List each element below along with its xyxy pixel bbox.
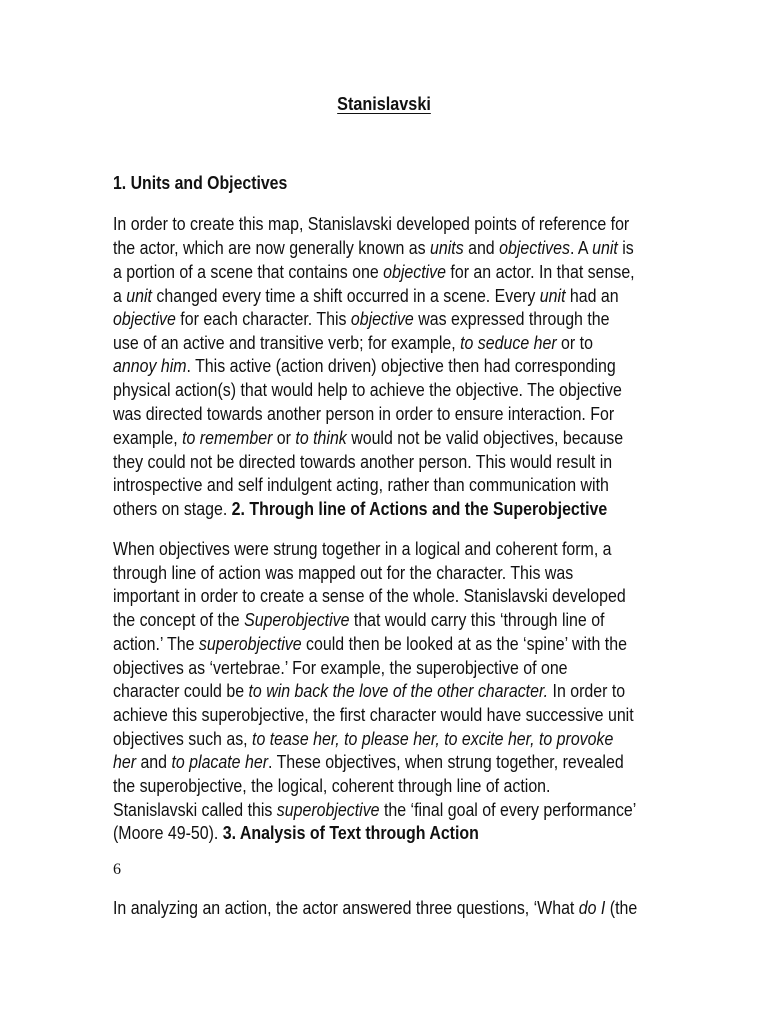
page-number: 6 <box>113 861 121 878</box>
text-line: her and to placate her. These objectives, when strung together, revealed <box>113 752 624 772</box>
text-line: they could not be directed towards another person. This would result in <box>113 452 613 472</box>
text-line: In analyzing an action, the actor answered three questions, ‘What do I (the <box>113 898 638 918</box>
text-line: When objectives were strung together in a logical and coherent form, a <box>113 539 612 559</box>
text-line: Stanislavski called this superobjective the ‘final goal of every performance’ <box>113 800 637 820</box>
text-line: a portion of a scene that contains one objective for an actor. In that sense, <box>113 262 635 282</box>
text-line: objectives as ‘vertebrae.’ For example, the superobjective of one <box>113 658 568 678</box>
text-line: action.’ The superobjective could then be looked at as the ‘spine’ with the <box>113 634 627 654</box>
section-heading-through-line: 2. Through line of Actions and the Superobjective <box>231 499 608 519</box>
text-line: the concept of the Superobjective that would carry this ‘through line of <box>113 610 605 630</box>
text-line: achieve this superobjective, the first character would have successive unit <box>113 705 634 725</box>
text-line: objective for each character. This objective was expressed through the <box>113 309 610 329</box>
document-title: Stanislavski <box>337 94 431 114</box>
text-line: the superobjective, the logical, coherent through line of action. <box>113 776 551 796</box>
text-line: objectives such as, to tease her, to please her, to excite her, to provoke <box>113 729 614 749</box>
text-line: was directed towards another person in order to ensure interaction. For <box>113 404 615 424</box>
text-line: use of an active and transitive verb; for example, to seduce her or to <box>113 333 593 353</box>
text-line: a unit changed every time a shift occurred in a scene. Every unit had an <box>113 286 619 306</box>
text-line: the actor, which are now generally known as units and objectives. A unit is <box>113 238 634 258</box>
text-line: important in order to create a sense of the whole. Stanislavski developed <box>113 586 626 606</box>
text-line: through line of action was mapped out for the character. This was <box>113 563 574 583</box>
text-line: annoy him. This active (action driven) objective then had corresponding <box>113 356 616 376</box>
text-line: others on stage. 2. Through line of Actions and the Superobjective <box>113 499 608 519</box>
text-line: introspective and self indulgent acting, rather than communication with <box>113 475 609 495</box>
text-line: character could be to win back the love of the other character. In order to <box>113 681 626 701</box>
section-heading-analysis: 3. Analysis of Text through Action <box>222 823 479 843</box>
text-line: In order to create this map, Stanislavski developed points of reference for <box>113 214 630 234</box>
text-line: physical action(s) that would help to achieve the objective. The objective <box>113 380 622 400</box>
section-heading-units-objectives: 1. Units and Objectives <box>113 173 288 193</box>
text-line: (Moore 49-50). 3. Analysis of Text through Action <box>113 823 479 843</box>
text-line: example, to remember or to think would not be valid objectives, because <box>113 428 624 448</box>
